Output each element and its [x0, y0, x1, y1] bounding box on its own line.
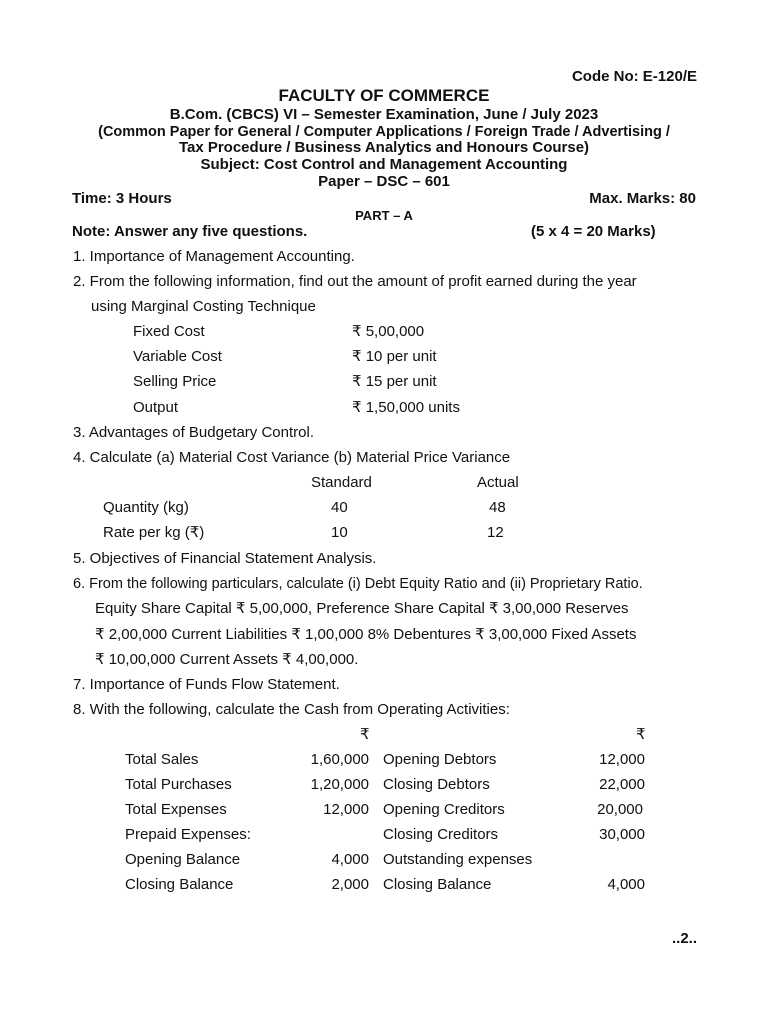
q8-currency-right: ₹: [636, 726, 646, 743]
q8-right-value: 12,000: [599, 751, 645, 768]
code-number: Code No: E-120/E: [571, 68, 697, 85]
q4-row-label: Rate per kg (₹): [103, 524, 205, 541]
page-continuation-marker: ..2..: [671, 930, 697, 947]
q8-left-value: 12,000: [323, 801, 369, 818]
q8-right-label: Outstanding expenses: [383, 851, 533, 868]
q2-row-label: Fixed Cost: [133, 323, 205, 340]
q8-left-value: 2,000: [331, 876, 369, 893]
q8-left-label: Total Purchases: [125, 776, 232, 793]
instructions-note: Note: Answer any five questions.: [72, 223, 308, 240]
q2-row-label: Variable Cost: [133, 348, 222, 365]
paper-description-line2: Tax Procedure / Business Analytics and Honours Course): [178, 139, 590, 156]
faculty-title: FACULTY OF COMMERCE: [278, 86, 490, 105]
question-4: 4. Calculate (a) Material Cost Variance (b) Material Price Variance: [73, 449, 511, 466]
q8-left-value: 1,20,000: [310, 776, 369, 793]
q8-left-label: Closing Balance: [125, 876, 234, 893]
question-1: 1. Importance of Management Accounting.: [73, 248, 355, 265]
exam-title: B.Com. (CBCS) VI – Semester Examination, June / July 2023: [169, 106, 599, 123]
q8-right-label: Opening Debtors: [383, 751, 497, 768]
q4-column-actual: Actual: [477, 474, 519, 491]
question-6-line3: ₹ 2,00,000 Current Liabilities ₹ 1,00,000 8% Debentures ₹ 3,00,000 Fixed Assets: [95, 626, 637, 643]
q8-left-label: Total Expenses: [125, 801, 227, 818]
q2-row-value: ₹ 10 per unit: [352, 348, 437, 365]
q4-row-actual: 12: [487, 524, 504, 541]
q8-left-label: Prepaid Expenses:: [125, 826, 251, 843]
question-8: 8. With the following, calculate the Cash from Operating Activities:: [73, 701, 510, 718]
paper-description-line1: (Common Paper for General / Computer Applications / Foreign Trade / Advertising /: [98, 124, 670, 140]
q2-row-value: ₹ 15 per unit: [352, 373, 437, 390]
max-marks: Max. Marks: 80: [589, 190, 696, 207]
q4-column-standard: Standard: [311, 474, 372, 491]
question-6-line4: ₹ 10,00,000 Current Assets ₹ 4,00,000.: [95, 651, 359, 668]
q8-left-label: Total Sales: [125, 751, 199, 768]
question-2-line1: 2. From the following information, find out the amount of profit earned during the year: [73, 273, 637, 290]
q8-right-label: Closing Creditors: [383, 826, 499, 843]
q8-right-label: Closing Balance: [383, 876, 492, 893]
q8-right-value: 20,000: [597, 801, 643, 818]
q2-row-label: Output: [133, 399, 179, 416]
question-5: 5. Objectives of Financial Statement Analysis.: [73, 550, 377, 567]
q8-right-value: 30,000: [599, 826, 645, 843]
q2-row-value: ₹ 5,00,000: [352, 323, 425, 340]
q8-left-value: 4,000: [331, 851, 369, 868]
question-6-line1: 6. From the following particulars, calculate (i) Debt Equity Ratio and (ii) Proprietary Ratio.: [73, 576, 643, 592]
q8-left-label: Opening Balance: [125, 851, 241, 868]
marks-scheme: (5 x 4 = 20 Marks): [531, 223, 656, 240]
q4-row-standard: 40: [331, 499, 348, 516]
paper-code: Paper – DSC – 601: [318, 173, 450, 190]
subject-title: Subject: Cost Control and Management Accounting: [200, 156, 568, 173]
q8-right-value: 4,000: [607, 876, 645, 893]
q8-currency-left: ₹: [360, 726, 370, 743]
question-6-line2: Equity Share Capital ₹ 5,00,000, Preference Share Capital ₹ 3,00,000 Reserves: [95, 600, 629, 617]
question-7: 7. Importance of Funds Flow Statement.: [73, 676, 340, 693]
q8-left-value: 1,60,000: [310, 751, 369, 768]
q4-row-standard: 10: [331, 524, 348, 541]
part-heading: PART – A: [355, 208, 413, 223]
q2-row-value: ₹ 1,50,000 units: [352, 399, 460, 416]
q4-row-actual: 48: [489, 499, 506, 516]
q8-right-label: Opening Creditors: [383, 801, 505, 818]
question-2-line2: using Marginal Costing Technique: [91, 298, 316, 315]
exam-time: Time: 3 Hours: [72, 190, 172, 207]
q8-right-label: Closing Debtors: [383, 776, 490, 793]
q2-row-label: Selling Price: [133, 373, 217, 390]
question-3: 3. Advantages of Budgetary Control.: [73, 424, 314, 441]
q8-right-value: 22,000: [599, 776, 645, 793]
q4-row-label: Quantity (kg): [103, 499, 189, 516]
